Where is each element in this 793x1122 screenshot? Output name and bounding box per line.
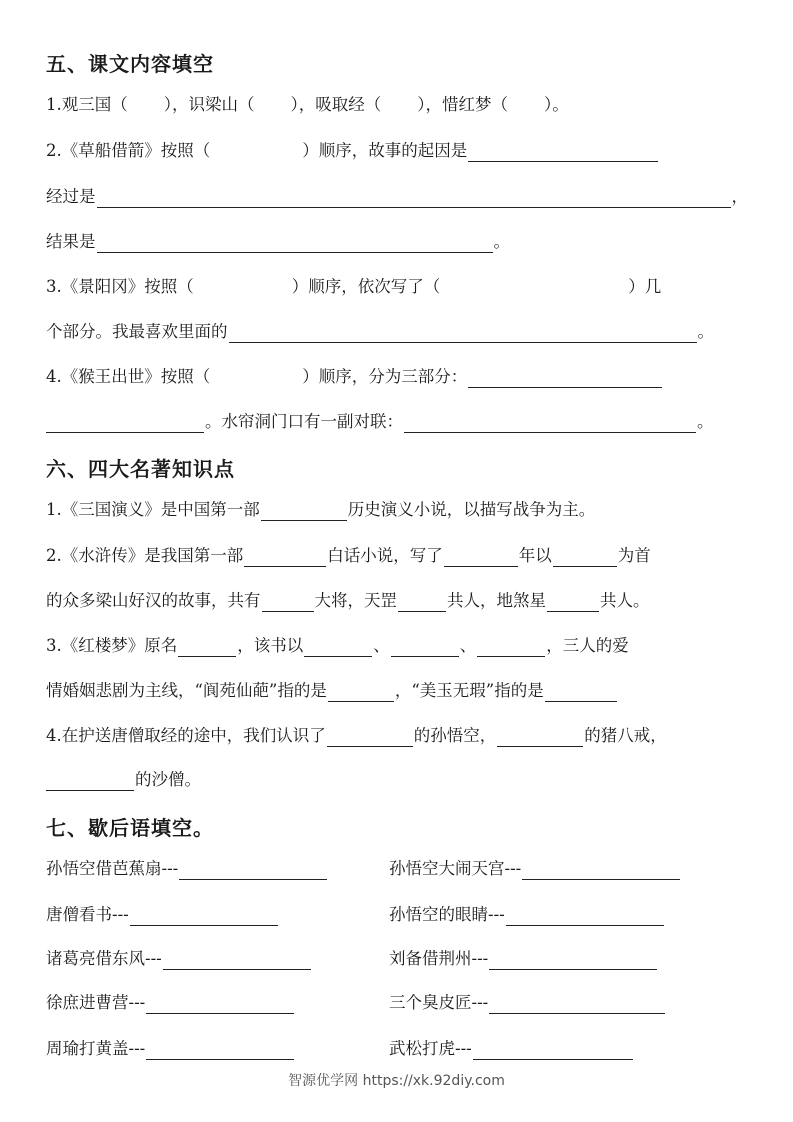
text: 3.《红楼梦》原名 bbox=[46, 636, 178, 655]
idiom-item bbox=[389, 904, 665, 926]
idiom-item bbox=[389, 1038, 634, 1060]
text: 共人，地煞星 bbox=[447, 591, 546, 610]
idiom-text: 孙悟空大闹天宫--- bbox=[389, 859, 522, 878]
text: 个部分。我最喜欢里面的 bbox=[46, 322, 228, 341]
answer-blank[interactable] bbox=[391, 639, 459, 657]
text: 的猪八戒， bbox=[584, 726, 667, 745]
answer-blank[interactable] bbox=[178, 639, 236, 657]
text: ，“美玉无瑕”指的是 bbox=[394, 681, 544, 700]
answer-blank[interactable] bbox=[304, 639, 372, 657]
answer-blank[interactable] bbox=[97, 235, 493, 253]
answer-blank[interactable] bbox=[522, 862, 680, 880]
section-7-heading: 七、歇后语填空。 bbox=[46, 816, 214, 840]
idiom-text: 孙悟空借芭蕉扇--- bbox=[46, 859, 179, 878]
answer-blank[interactable] bbox=[497, 729, 583, 747]
idiom-text: 武松打虎--- bbox=[389, 1039, 472, 1058]
text: 2.《水浒传》是我国第一部 bbox=[46, 546, 244, 565]
answer-blank[interactable] bbox=[444, 549, 518, 567]
answer-blank[interactable] bbox=[179, 862, 327, 880]
answer-blank[interactable] bbox=[262, 594, 314, 612]
s6-question-2 bbox=[46, 545, 651, 567]
answer-blank[interactable] bbox=[261, 503, 347, 521]
answer-blank[interactable] bbox=[327, 729, 413, 747]
idiom-item bbox=[46, 992, 295, 1014]
text: 结果是 bbox=[46, 232, 96, 251]
s6-question-3 bbox=[46, 635, 629, 657]
answer-blank[interactable] bbox=[163, 952, 311, 970]
text: 。 bbox=[697, 412, 714, 431]
text: 历史演义小说，以描写战争为主。 bbox=[347, 500, 596, 519]
s6-question-4-line-2 bbox=[46, 769, 201, 791]
text: ，该书以 bbox=[237, 636, 304, 655]
answer-blank[interactable] bbox=[468, 144, 658, 162]
s5-question-4-line-2 bbox=[46, 411, 714, 433]
answer-blank[interactable] bbox=[229, 325, 697, 343]
idiom-item bbox=[46, 858, 328, 880]
idiom-item bbox=[46, 948, 312, 970]
text: 1.观三国（ bbox=[46, 95, 128, 114]
section-5-heading: 五、课文内容填空 bbox=[46, 52, 214, 76]
idiom-text: 三个臭皮匠--- bbox=[389, 993, 489, 1012]
s5-question-4 bbox=[46, 366, 663, 388]
answer-blank[interactable] bbox=[489, 952, 657, 970]
answer-blank[interactable] bbox=[146, 1042, 294, 1060]
text: 年以 bbox=[518, 546, 552, 565]
s6-question-3-line-2 bbox=[46, 680, 618, 702]
text: ）。 bbox=[544, 95, 569, 114]
idiom-text: 诸葛亮借东风--- bbox=[46, 949, 162, 968]
answer-blank[interactable] bbox=[130, 908, 278, 926]
answer-blank[interactable] bbox=[489, 996, 665, 1014]
s5-question-3 bbox=[46, 276, 661, 298]
text: ， bbox=[731, 187, 748, 206]
answer-blank[interactable] bbox=[46, 415, 204, 433]
idiom-item bbox=[389, 992, 666, 1014]
text: ，三人的爱 bbox=[546, 636, 629, 655]
s6-question-1 bbox=[46, 499, 595, 521]
s5-question-3-line-2 bbox=[46, 321, 714, 343]
idiom-item bbox=[389, 858, 681, 880]
text: ）顺序，故事的起因是 bbox=[302, 141, 468, 160]
text: 的沙僧。 bbox=[135, 770, 201, 789]
idiom-text: 孙悟空的眼睛--- bbox=[389, 905, 505, 924]
answer-blank[interactable] bbox=[506, 908, 664, 926]
text: 4.在护送唐僧取经的途中，我们认识了 bbox=[46, 726, 326, 745]
text: 。 bbox=[493, 232, 510, 251]
text: 、 bbox=[459, 636, 477, 655]
idiom-text: 刘备借荆州--- bbox=[389, 949, 489, 968]
idiom-item bbox=[46, 1038, 295, 1060]
idiom-text: 唐僧看书--- bbox=[46, 905, 129, 924]
answer-blank[interactable] bbox=[547, 594, 599, 612]
idiom-item bbox=[46, 904, 279, 926]
text: 为首 bbox=[617, 546, 651, 565]
text: 1.《三国演义》是中国第一部 bbox=[46, 500, 260, 519]
footer-watermark: 智源优学网 https://xk.92diy.com bbox=[288, 1073, 505, 1089]
text: 的孙悟空， bbox=[413, 726, 497, 745]
answer-blank[interactable] bbox=[244, 549, 326, 567]
text: 。水帘洞门口有一副对联： bbox=[205, 412, 403, 431]
idiom-text: 徐庶进曹营--- bbox=[46, 993, 146, 1012]
text: ）顺序，分为三部分： bbox=[302, 367, 468, 386]
text: 大将，天罡 bbox=[314, 591, 397, 610]
text: 、 bbox=[373, 636, 390, 655]
text: ），惜红梦（ bbox=[417, 95, 508, 114]
idiom-text: 周瑜打黄盖--- bbox=[46, 1039, 146, 1058]
idiom-item bbox=[389, 948, 658, 970]
s5-question-2-line-2 bbox=[46, 186, 748, 208]
answer-blank[interactable] bbox=[146, 996, 294, 1014]
text: 2.《草船借箭》按照（ bbox=[46, 141, 211, 160]
text: 3.《景阳冈》按照（ bbox=[46, 277, 194, 296]
text: 白话小说，写了 bbox=[327, 546, 443, 565]
answer-blank[interactable] bbox=[328, 684, 394, 702]
answer-blank[interactable] bbox=[398, 594, 446, 612]
answer-blank[interactable] bbox=[477, 639, 545, 657]
s5-question-2 bbox=[46, 140, 659, 162]
section-6-heading: 六、四大名著知识点 bbox=[46, 457, 235, 481]
s5-question-1 bbox=[46, 94, 569, 116]
text: ），吸取经（ bbox=[290, 95, 382, 114]
s6-question-4 bbox=[46, 725, 667, 747]
text: 的众多梁山好汉的故事，共有 bbox=[46, 591, 261, 610]
answer-blank[interactable] bbox=[545, 684, 617, 702]
text: ）几 bbox=[628, 277, 662, 296]
text: 共人。 bbox=[600, 591, 650, 610]
answer-blank[interactable] bbox=[553, 549, 617, 567]
answer-blank[interactable] bbox=[404, 415, 696, 433]
answer-blank[interactable] bbox=[468, 370, 662, 388]
text: 4.《猴王出世》按照（ bbox=[46, 367, 211, 386]
text: ），识梁山（ bbox=[163, 95, 255, 114]
text: ）顺序，依次写了（ bbox=[291, 277, 441, 296]
text: 情婚姻悲剧为主线，“阆苑仙葩”指的是 bbox=[46, 681, 327, 700]
s5-question-2-line-3 bbox=[46, 231, 510, 253]
s6-question-2-line-2 bbox=[46, 590, 650, 612]
answer-blank[interactable] bbox=[473, 1042, 633, 1060]
answer-blank[interactable] bbox=[97, 190, 731, 208]
answer-blank[interactable] bbox=[46, 773, 134, 791]
text: 经过是 bbox=[46, 187, 96, 206]
text: 。 bbox=[697, 322, 714, 341]
